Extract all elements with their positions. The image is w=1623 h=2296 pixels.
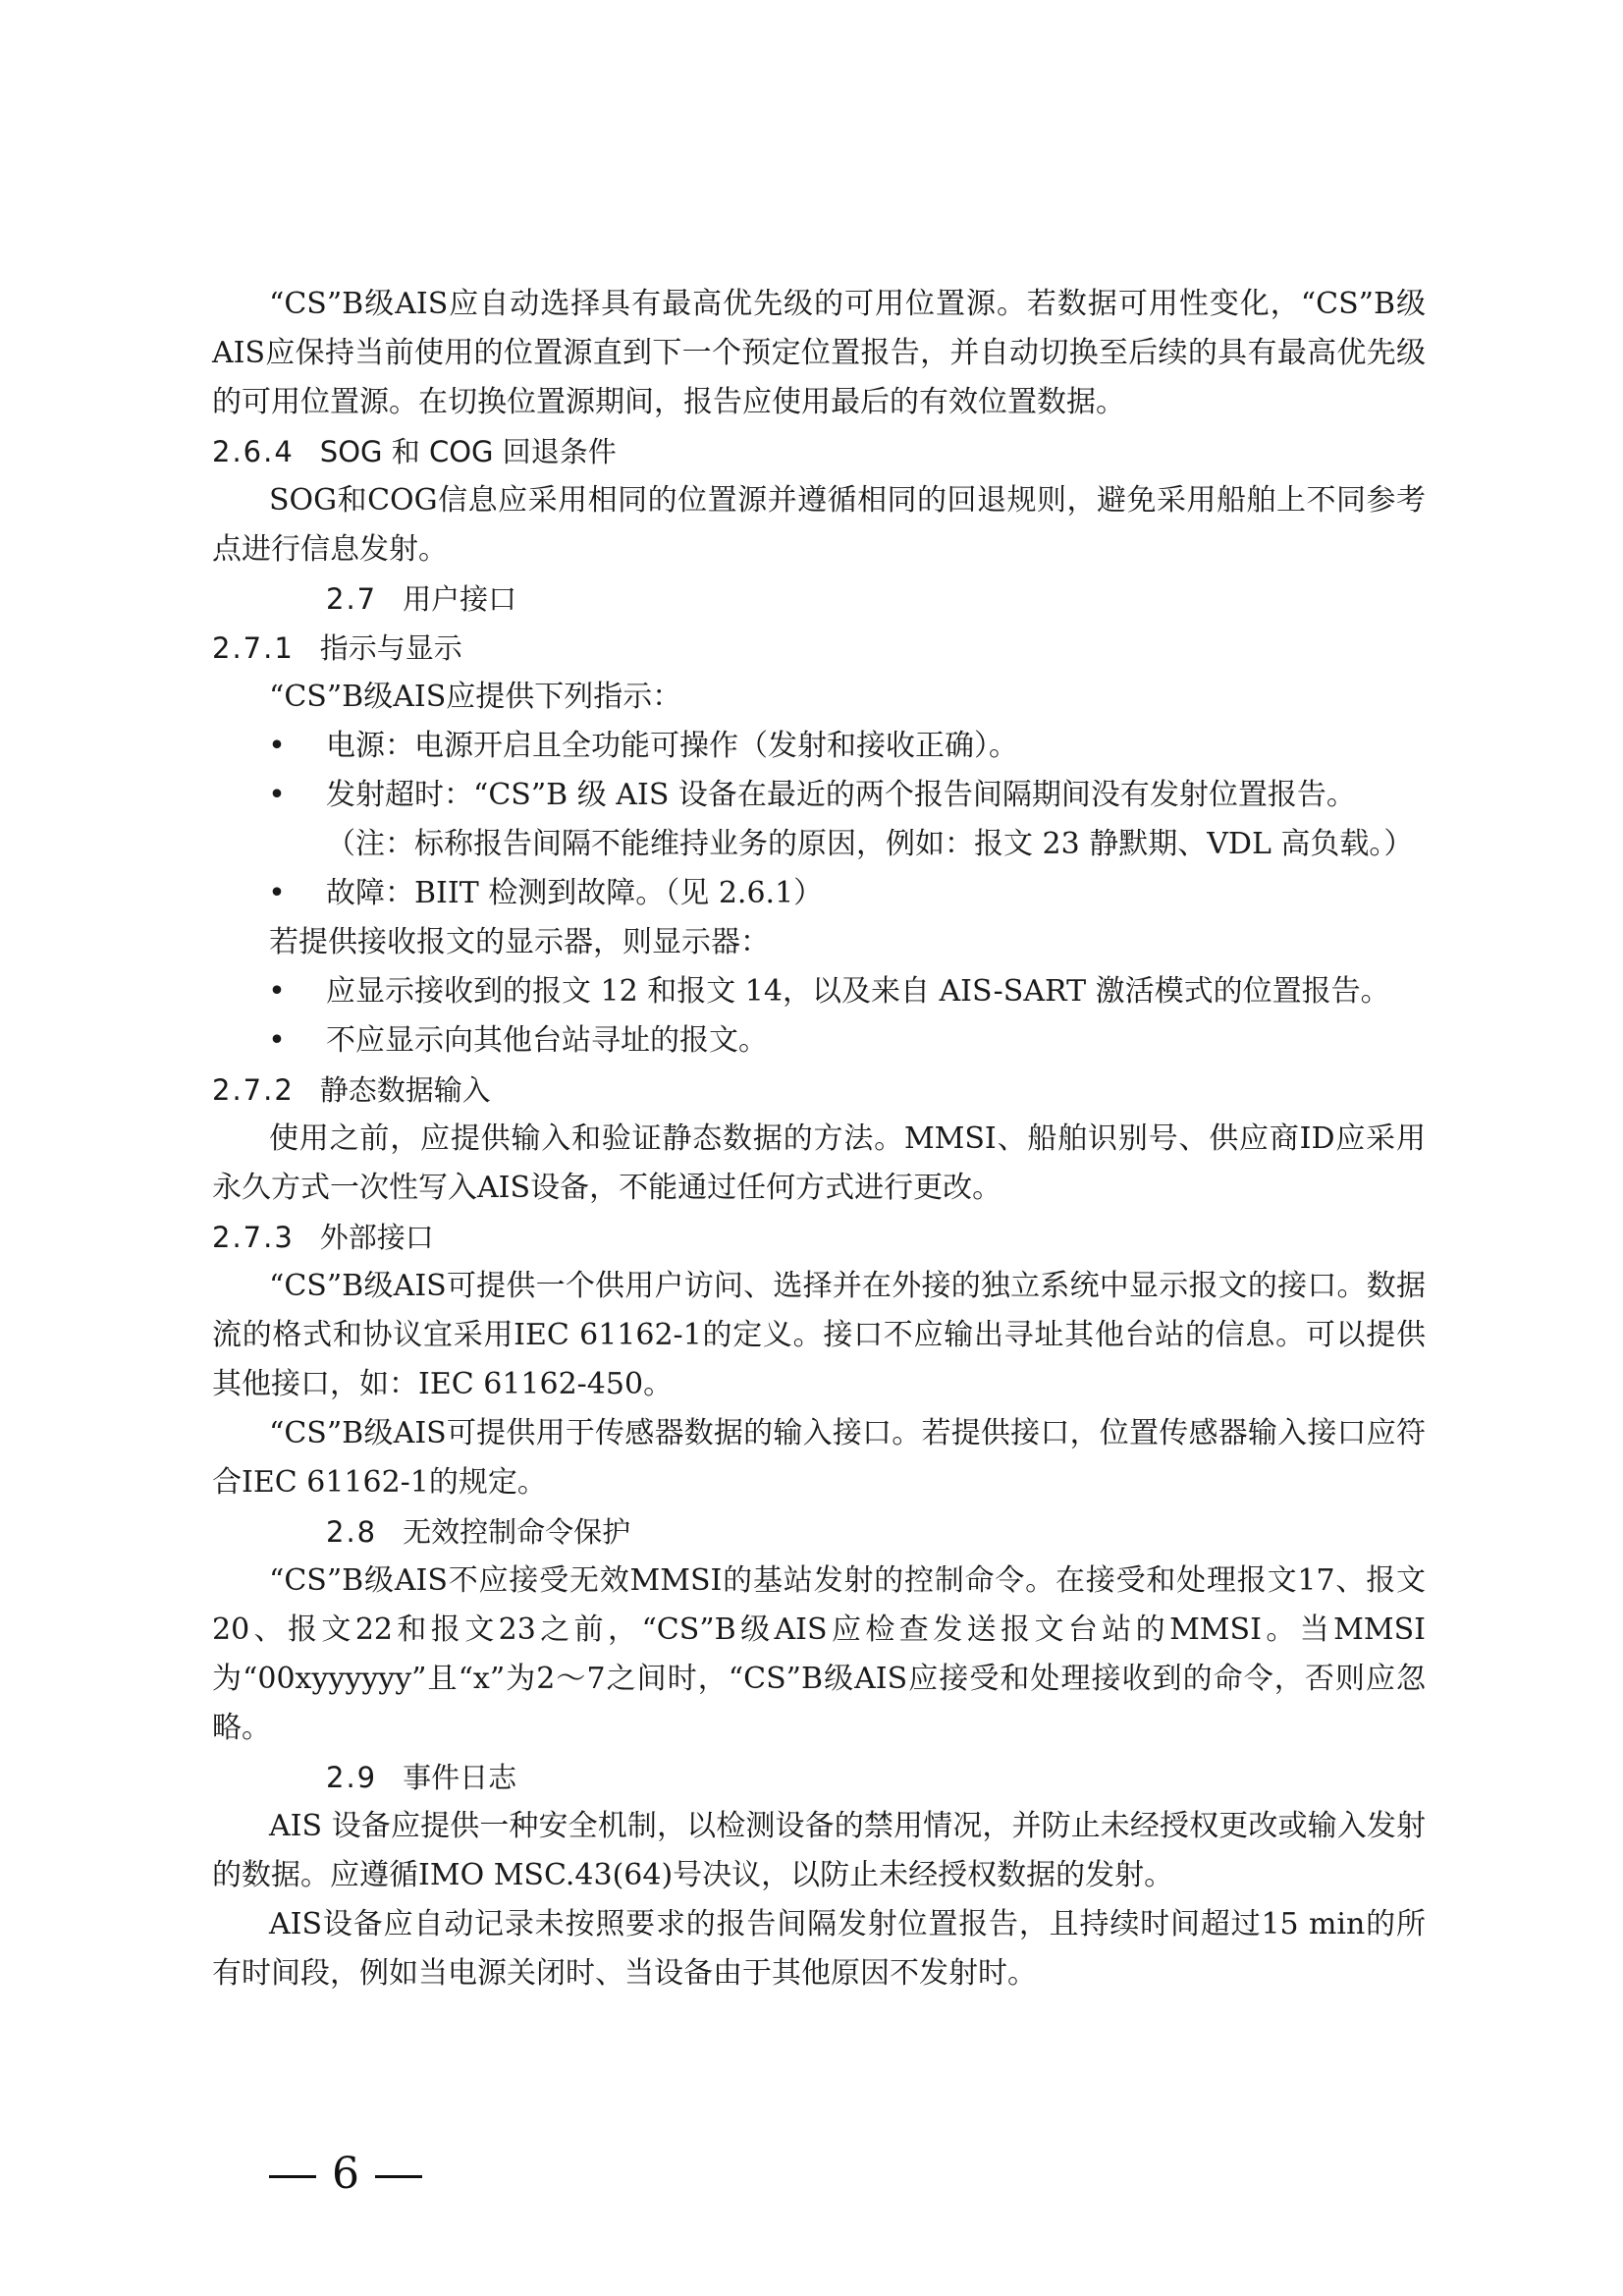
- bullet-text: 应显示接收到的报文 12 和报文 14，以及来自 AIS-SART 激活模式的位置报告。: [326, 974, 1390, 1009]
- paragraph: “CS”B级AIS应自动选择具有最高优先级的可用位置源。若数据可用性变化，“CS”B级AIS应保持当前使用的位置源直到下一个预定位置报告，并自动切换至后续的具有最高优先级的可用位置源。在切换位置源期间，报告应使用最后的有效位置数据。: [212, 287, 1426, 419]
- note-text: （注：标称报告间隔不能维持业务的原因，例如：报文 23 静默期、VDL 高负载。）: [326, 827, 1414, 861]
- dash-right: [375, 2175, 422, 2178]
- section-number: 2.7: [326, 582, 378, 616]
- document-body: [212, 280, 1426, 1998]
- bullet-text: 故障：BIIT 检测到故障。（见 2.6.1）: [326, 876, 824, 910]
- section-title: 无效控制命令保护: [403, 1515, 631, 1549]
- section-heading-2-9: [212, 1753, 1426, 1802]
- section-title: 指示与显示: [319, 631, 462, 665]
- bullet-item: [212, 1016, 1426, 1066]
- paragraph: 使用之前，应提供输入和验证静态数据的方法。MMSI、船舶识别号、供应商ID应采用永久方式一次性写入AIS设备，不能通过任何方式进行更改。: [212, 1121, 1426, 1205]
- section-number: 2.6.4: [212, 435, 295, 468]
- bullet-icon: •: [268, 1023, 286, 1058]
- paragraph: AIS设备应自动记录未按照要求的报告间隔发射位置报告，且持续时间超过15 min的所有时间段，例如当电源关闭时、当设备由于其他原因不发射时。: [212, 1907, 1426, 1991]
- bullet-icon: •: [268, 876, 286, 910]
- bullet-item: [212, 967, 1426, 1016]
- dash-left: [269, 2175, 316, 2178]
- section-number: 2.7.1: [212, 631, 295, 665]
- bullet-text: 电源：电源开启且全功能可操作（发射和接收正确）。: [326, 729, 1018, 763]
- section-heading-2-7-3: [212, 1213, 1426, 1262]
- bullet-icon: •: [268, 778, 286, 812]
- section-number: 2.8: [326, 1515, 378, 1549]
- paragraph: “CS”B级AIS可提供一个供用户访问、选择并在外接的独立系统中显示报文的接口。数据流的格式和协议宜采用IEC 61162-1的定义。接口不应输出寻址其他台站的信息。可以提供其他接口，如：IEC 61162-450。: [212, 1269, 1426, 1401]
- bullet-icon: •: [268, 974, 286, 1009]
- bullet-text: 不应显示向其他台站寻址的报文。: [326, 1023, 768, 1058]
- section-title: 外部接口: [319, 1221, 434, 1254]
- paragraph: AIS 设备应提供一种安全机制，以检测设备的禁用情况，并防止未经授权更改或输入发射的数据。应遵循IMO MSC.43(64)号决议，以防止未经授权数据的发射。: [212, 1809, 1426, 1892]
- bullet-item: [212, 869, 1426, 918]
- section-number: 2.7.2: [212, 1073, 295, 1107]
- bullet-text: 发射超时：“CS”B 级 AIS 设备在最近的两个报告间隔期间没有发射位置报告。: [326, 778, 1356, 812]
- paragraph: “CS”B级AIS不应接受无效MMSI的基站发射的控制命令。在接受和处理报文17、报文20、报文22和报文23之前，“CS”B级AIS应检查发送报文台站的MMSI。当MMSI为“00xyyyyyy”且“x”为2～7之间时，“CS”B级AIS应接受和处理接收到的命令，否则应忽略。: [212, 1563, 1426, 1745]
- section-heading-2-6-4: [212, 427, 1426, 476]
- section-title: 事件日志: [403, 1761, 517, 1794]
- paragraph: SOG和COG信息应采用相同的位置源并遵循相同的回退规则，避免采用船舶上不同参考点进行信息发射。: [212, 483, 1426, 567]
- paragraph: “CS”B级AIS应提供下列指示：: [269, 680, 682, 714]
- paragraph: “CS”B级AIS可提供用于传感器数据的输入接口。若提供接口，位置传感器输入接口应符合IEC 61162-1的规定。: [212, 1416, 1426, 1500]
- section-heading-2-8: [212, 1507, 1426, 1557]
- page-number: 6: [332, 2149, 359, 2199]
- section-title: 用户接口: [403, 582, 517, 616]
- section-title: 静态数据输入: [319, 1073, 491, 1107]
- bullet-icon: •: [268, 729, 286, 763]
- paragraph: 若提供接收报文的显示器，则显示器：: [269, 925, 770, 959]
- section-number: 2.9: [326, 1761, 378, 1794]
- section-heading-2-7-2: [212, 1066, 1426, 1115]
- section-heading-2-7: [212, 574, 1426, 624]
- section-title: SOG 和 COG 回退条件: [319, 435, 617, 468]
- bullet-item: [212, 771, 1426, 820]
- section-number: 2.7.3: [212, 1221, 295, 1254]
- page-footer: [253, 2149, 438, 2199]
- section-heading-2-7-1: [212, 624, 1426, 673]
- bullet-item: [212, 722, 1426, 771]
